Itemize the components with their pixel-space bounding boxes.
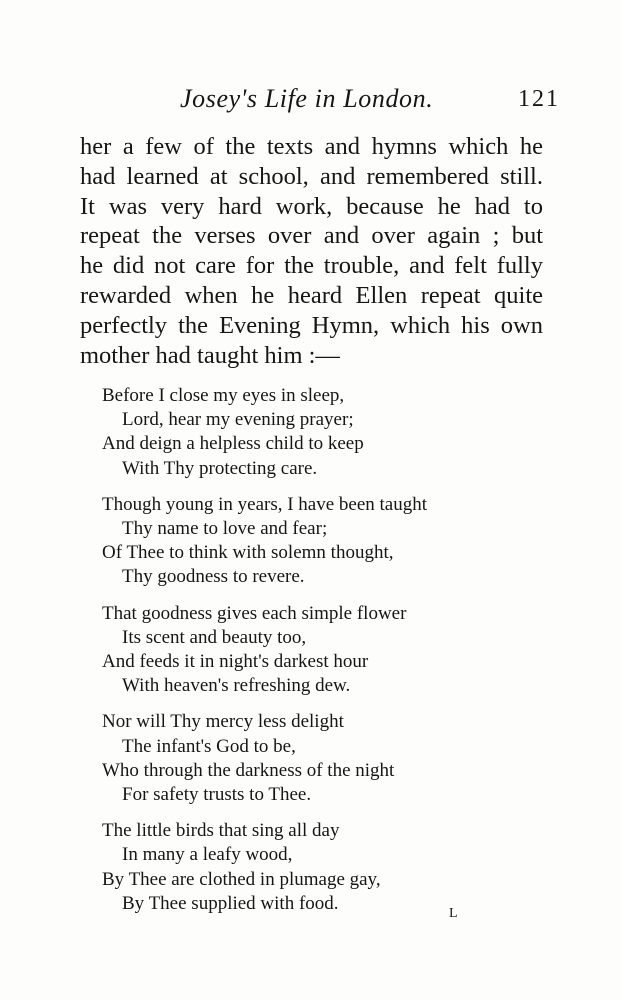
verse-line: Though young in years, I have been taught [102,493,428,515]
verse-line: With heaven's refreshing dew. [122,675,351,697]
verse-line: That goodness gives each simple flower [102,602,407,624]
page-number: 121 [518,86,560,112]
verse-line: By Thee supplied with food. [122,892,339,914]
verse-line: The infant's God to be, [122,735,296,757]
verse-line: Lord, hear my evening prayer; [122,409,354,431]
prose-line: he did not care for the trouble, and felt fully [80,252,543,280]
verse-line: Nor will Thy mercy less delight [102,711,344,733]
prose-line: It was very hard work, because he had to [80,192,543,220]
prose-line: perfectly the Evening Hymn, which his own [80,311,543,339]
poem-stanza [102,710,522,807]
prose-line: repeat the verses over and over again ; but [80,222,543,250]
verse-line: In many a leafy wood, [122,844,293,866]
prose-line: rewarded when he heard Ellen repeat quite [80,281,543,309]
verse-line: With Thy protecting care. [122,457,318,479]
verse-line: And deign a helpless child to keep [102,433,364,455]
prose-line: had learned at school, and remembered still. [80,162,543,190]
verse-line: The little birds that sing all day [102,820,340,842]
verse-line: Who through the darkness of the night [102,759,395,781]
running-title: Josey's Life in London. [180,84,434,113]
poem-stanza [102,602,522,699]
verse-line: Its scent and beauty too, [122,626,307,648]
verse-line: Thy goodness to revere. [122,566,305,588]
evening-hymn-poem [102,384,522,928]
prose-line: her a few of the texts and hymns which he [80,133,543,160]
poem-stanza [102,819,522,916]
printer-signature-mark: L [449,906,458,921]
poem-stanza [102,384,522,481]
verse-line: Thy name to love and fear; [122,518,328,540]
verse-line: By Thee are clothed in plumage gay, [102,868,381,890]
prose-line: mother had taught him :— [80,341,340,369]
verse-line: Before I close my eyes in sleep, [102,385,345,406]
poem-stanza [102,493,522,590]
page-header [180,84,560,114]
verse-line: And feeds it in night's darkest hour [102,651,369,673]
verse-line: For safety trusts to Thee. [122,784,312,806]
prose-paragraph [80,132,543,370]
verse-line: Of Thee to think with solemn thought, [102,542,394,564]
